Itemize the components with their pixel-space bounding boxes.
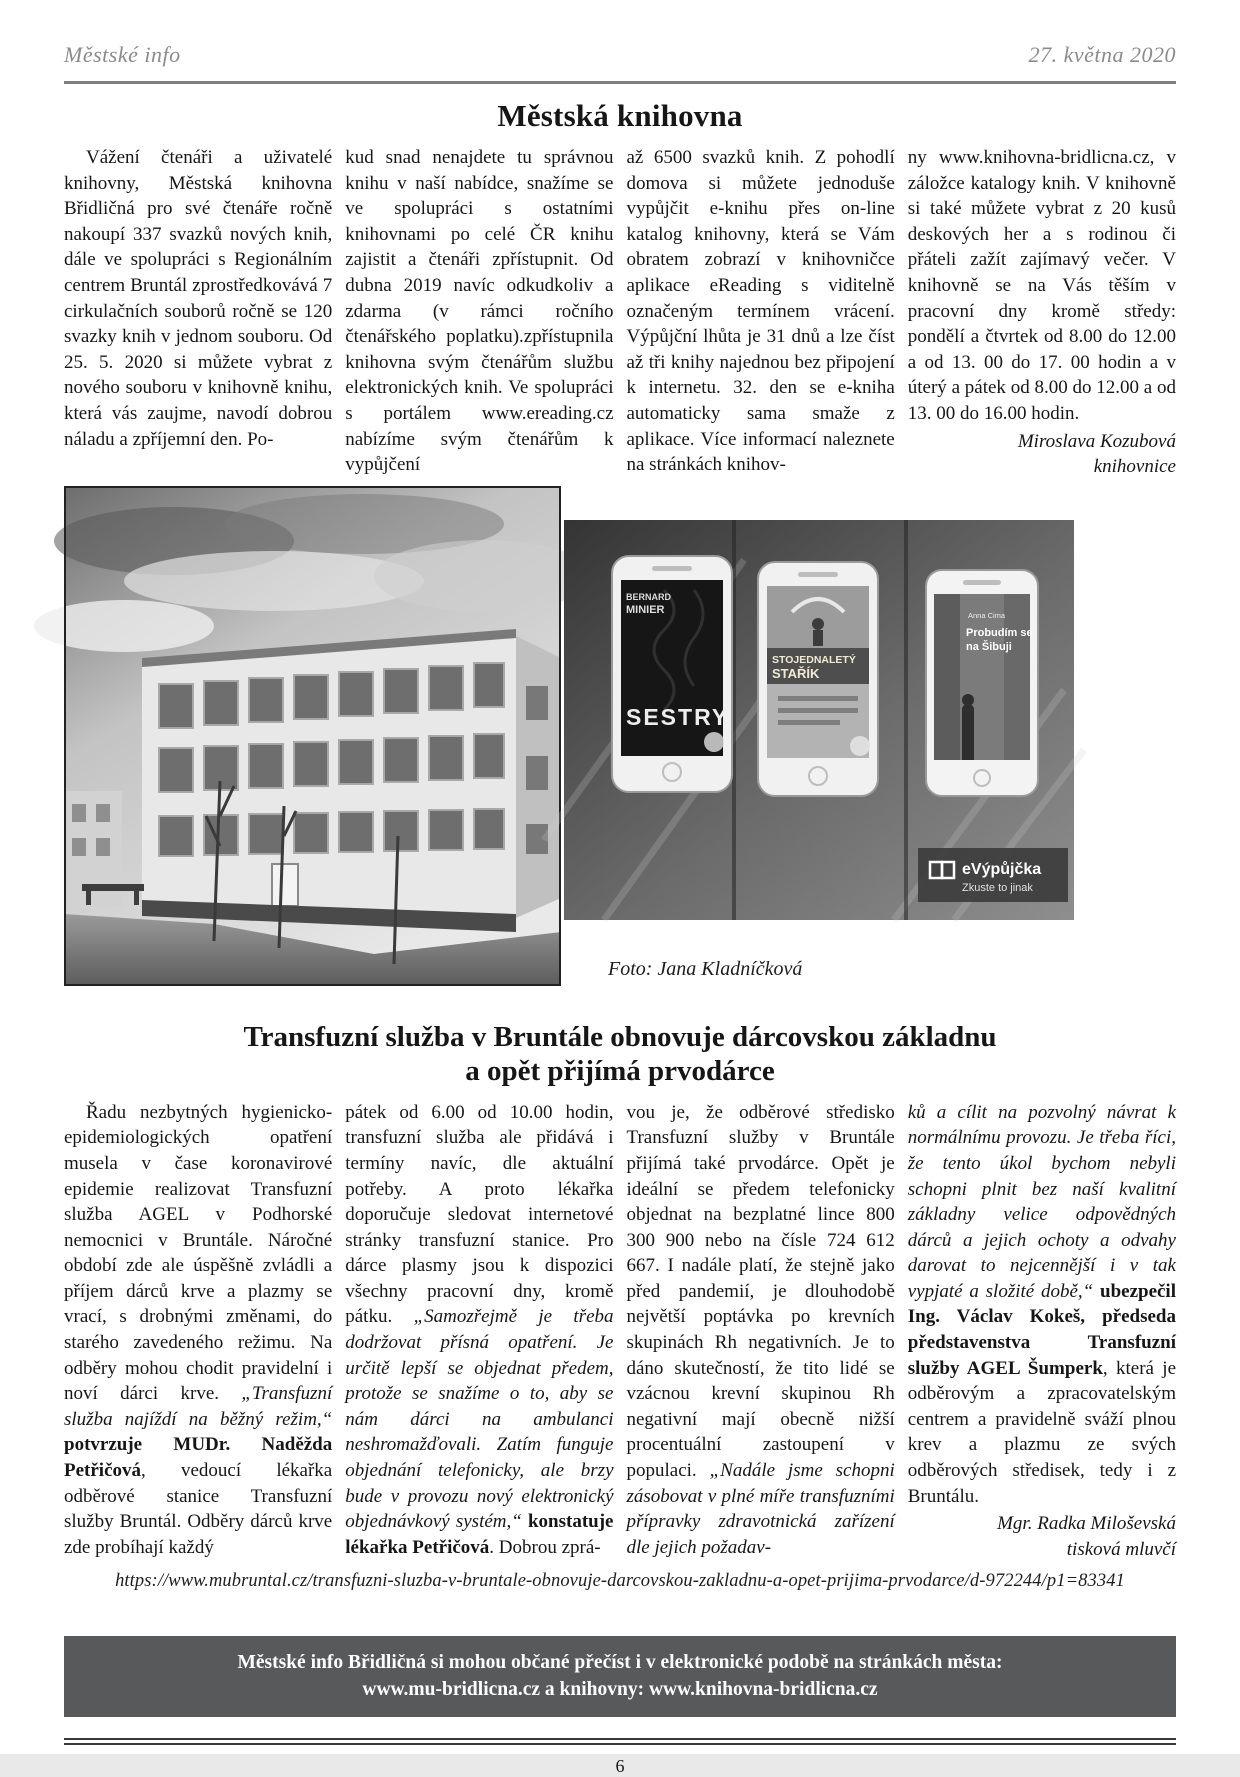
page-number: 6 (615, 1756, 625, 1777)
publication-name: Městské info (64, 42, 181, 67)
cover-cima-title-line2: na Šibuji (966, 640, 1012, 653)
bottom-double-rule (64, 1738, 1176, 1745)
transfusion-article-title (64, 1020, 1176, 1088)
librarian-name: Miroslava Kozubová (1017, 430, 1176, 452)
source-url: https://www.mubruntal.cz/transfuzni-sluzba-v-bruntale-obnovuje-darcovskou-zakladnu-a-opet-prijima-prvodarce/d-972244/p1=83341 (115, 1571, 1125, 1592)
ebook-phones-collage (564, 520, 1074, 920)
librarian-role: knihovnice (1093, 456, 1176, 478)
transfusion-column-2-text: pátek od 6.00 od 10.00 hodin, transfuzní služba ale přidává i termíny navíc, dle aktuální potřeby. A proto lékařka doporučuje sledovat internetové stránky transfuzní stanice. Pro dárce plasmy jsou k dispozici všechny pracovní dny, kromě pátku. „Samozřejmě je třeba dodržovat přísná opatření. Je určitě lepší se objednat předem, protože se snažíme o to, aby se nám dárci na ambulanci neshromažďovali. Zatím funguje objednání telefonicky, ale brzy bude v provozu nový elektronický objednávkový systém,“ konstatuje lékařka Petřičová. Dobrou zprá- (345, 1101, 614, 1558)
cover-starik-title-line1: STOJEDNALETÝ (772, 653, 856, 666)
spokesperson-name: Mgr. Radka Miloševská (997, 1513, 1176, 1535)
library-column-1 (64, 145, 332, 480)
badge-subtitle: Zkuste to jinak (962, 881, 1033, 894)
transfusion-column-2 (345, 1100, 613, 1563)
photo-caption: Foto: Jana Kladníčková (608, 957, 803, 980)
library-column-2 (345, 145, 613, 480)
photo-section (64, 486, 1176, 986)
cover-minier-author-line2: MINIER (626, 603, 665, 616)
masthead-rule (64, 81, 1176, 84)
transfusion-article-columns (64, 1100, 1176, 1563)
masthead (64, 42, 1176, 68)
transfusion-column-4 (908, 1100, 1176, 1563)
library-article-title: Městská knihovna (497, 98, 743, 133)
library-column-4-text: ny www.knihovna-bridlicna.cz, v záložce katalogy knih. V knihovně si také můžete vybrat z 20 kusů deskových her a s rodinou či přáteli zažít zajímavý večer. V knihovně se na Vás těším v pracovní dny kromě středy: pondělí a čtvrtek od 8.00 do 12.00 a od 13. 00 do 17. 00 hodin a v úterý a pátek od 8.00 do 12.00 a od 13. 00 do 16.00 hodin. (907, 147, 1176, 424)
transfusion-column-3 (627, 1100, 895, 1563)
library-column-1-text: Vážení čtenáři a uživatelé knihovny, Městská knihovna Břidličná pro své čtenáře ročně nakoupí 337 svazků nových knih, dále ve spolupráci s Regionálním centrem Bruntál zprostředkovává 7 cirkulačních souborů ročně se 120 svazky knih v jednom souboru. Od 25. 5. 2020 si můžete vybrat z nového souboru v knihovně knihu, která vás zaujme, navodí dobrou náladu a zpříjemní den. Po- (64, 147, 333, 450)
cover-cima-title-line1: Probudím se (966, 626, 1033, 639)
issue-date: 27. května 2020 (1028, 42, 1176, 67)
transfusion-column-1 (64, 1100, 332, 1563)
cover-cima-author: Anna Cima (968, 610, 1006, 620)
transfusion-column-1-text: Řadu nezbytných hygienicko-epidemiologických opatření musela v čase koronavirové epidemie realizovat Transfuzní služba AGEL v Podhorské nemocnici v Bruntále. Náročné období zde ale úspěšně zvládli a příjem dárců krve a plazmy se vrací, s drobnými změnami, do starého zavedeného režimu. Na odběry mohou chodit pravidelní i noví dárci krve. „Transfuzní služba najíždí na běžný režim,“ potvrzuje MUDr. Naděžda Petřičová, vedoucí lékařka odběrové stanice Transfuzní služby Bruntál. Odběry dárců krve zde probíhají každý (64, 1101, 333, 1558)
transfusion-column-4-text: ků a cílit na pozvolný návrat k normálnímu provozu. Je třeba říci, že tento úkol bychom nebyli schopni plnit bez naší kvalitní základny velice odpovědných dárců a jejich ochoty a odvahy darovat to nejcennější i v tak vypjaté a složité době,“ ubezpečil Ing. Václav Kokeš, předseda představenstva Transfuzní služby AGEL Šumperk, která je odběrovým a zpracovatelským centrem a pravidelně sváží plnou krev a plazmu ze svých odběrových středisek, tedy i z Bruntálu. (907, 1101, 1177, 1507)
library-column-3-text: až 6500 svazků knih. Z pohodlí domova si můžete jednoduše vypůjčit e-knihu přes on-line katalog knihovny, která se Vám obratem zobrazí v knihovničce aplikace eReading s viditelně označeným termínem vrácení. Výpůjční lhůta je 31 dnů a lze číst až tři knihy najednou bez připojení k internetu. 32. den se e-kniha automaticky sama smaže z aplikace. Více informací naleznete na stránkách knihov- (626, 147, 895, 476)
library-column-4 (908, 145, 1176, 480)
spokesperson-role: tisková mluvčí (1066, 1538, 1176, 1560)
cover-minier-author-line1: BERNARD (626, 591, 671, 602)
library-column-3 (627, 145, 895, 480)
library-column-2-text: kud snad nenajdete tu správnou knihu v naší nabídce, snažíme se ve spolupráci s ostatními knihovnami po celé ČR knihu zajistit a čtenáři zpřístupnit. Od dubna 2019 navíc odkudkoliv a zdarma (v rámci ročního čtenářského poplatku).zpřístupnila knihovna svým čtenářům službu elektronických knih. Ve spolupráci s portálem www.ereading.cz nabízíme svým čtenářům k vypůjčení (345, 147, 614, 476)
library-signature (908, 429, 1176, 480)
cover-starik-title-line2: STAŘÍK (772, 665, 820, 681)
footer-line-2: www.mu-bridlicna.cz a knihovny: www.knihovna-bridlicna.cz (362, 1679, 878, 1701)
ebook-collage-wrap (564, 486, 1074, 986)
footer-notice (64, 1636, 1176, 1717)
library-building-photo (64, 486, 561, 986)
transfusion-title-line2: a opět přijímá prvodárce (465, 1054, 775, 1087)
transfusion-column-3-text: vou je, že odběrové středisko Transfuzní služby v Bruntále přijímá také prvodárce. Opět je ideální se předem telefonicky objednat na bezplatné lince 800 300 900 nebo na čísle 724 612 667. I nadále platí, že stejně jako před pandemií, je dlouhodobě největší poptávka po krevních skupinách Rh negativních. Je to dáno skutečností, že tito lidé se vzácnou krevní skupinou Rh negativní mají obecně nižší procentuální zastoupení v populaci. „Nadále jsme schopni zásobovat v plné míře transfuzními přípravky zdravotnická zařízení dle jejich požadav- (626, 1101, 895, 1558)
cover-minier-title: SESTRY (626, 703, 730, 730)
badge-title: eVýpůjčka (962, 860, 1042, 878)
library-article-columns (64, 145, 1176, 480)
transfusion-title-line1: Transfuzní služba v Bruntále obnovuje dárcovskou základnu (243, 1020, 997, 1053)
transfusion-signature (908, 1511, 1176, 1562)
footer-line-1: Městské info Břidličná si mohou občané přečíst i v elektronické podobě na stránkách města: (237, 1652, 1003, 1674)
